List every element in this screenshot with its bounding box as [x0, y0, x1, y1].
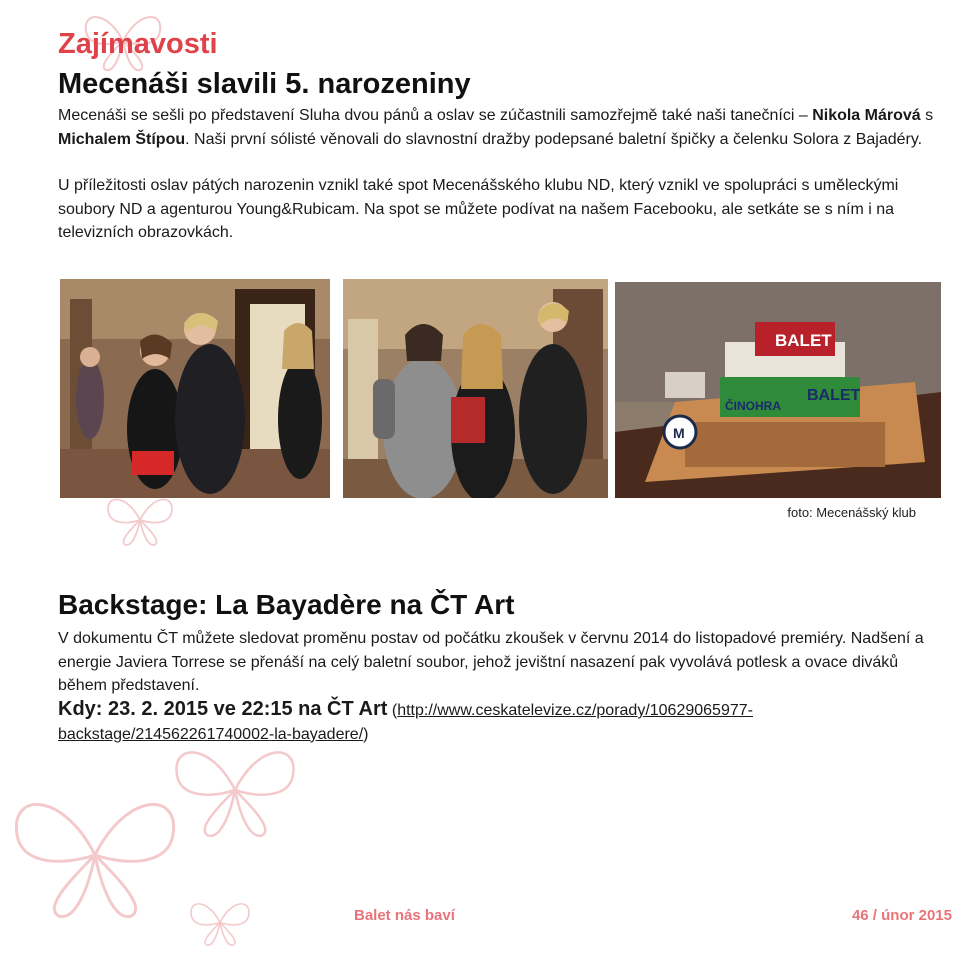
link-paren-open: (	[387, 702, 398, 719]
dancer-name: Michalem Štípou	[58, 130, 186, 148]
article-title-2: Backstage: La Bayadère na ČT Art	[58, 589, 515, 620]
section-label: Zajímavosti	[58, 28, 218, 60]
footer-page-number: 46 / únor 2015	[851, 907, 952, 924]
butterfly-decoration-icon	[100, 490, 180, 550]
butterfly-decoration-icon	[0, 780, 190, 930]
butterfly-decoration-icon	[185, 895, 255, 950]
paragraph-text: Mecenáši se sešli po představení Sluha dvou pánů a oslav se zúčastnili samozřejmě také naši tanečníci –	[58, 107, 813, 124]
cake-logo-m: M	[673, 425, 685, 441]
photo-dancers-with-gift	[60, 279, 330, 498]
article2-paragraph: V dokumentu ČT můžete sledovat proměnu postav od počátku zkoušek v červnu 2014 do listopadové premiéry. Nadšení a energie Javiera Torrese se přenáší na celý baletní soubor, jehož jevištní nasazení pak vyvolává potlesk a ovace diváků během představení.	[58, 630, 924, 694]
cake-text-balet-2: BALET	[807, 387, 861, 404]
broadcast-link[interactable]: http://www.ceskatelevize.cz/porady/10629065977-backstage/214562261740002-la-bayadere/	[58, 702, 753, 743]
paragraph-text: s	[920, 107, 934, 124]
cake-text-balet: BALET	[775, 331, 832, 350]
paragraph-text: . Naši první sólisté věnovali do slavnostní dražby podepsané baletní špičky a čelenku Solora z Bajadéry.	[185, 130, 923, 148]
article-paragraph-2: U příležitosti oslav pátých narozenin vznikl také spot Mecenášského klubu ND, který vznikl ve spolupráci s uměleckými soubory ND a agenturou Young&Rubicam. Na spot se můžete podívat na našem Facebooku, ale setkáte se s ním i na televizních obrazovkách.	[58, 177, 899, 241]
link-paren-close: )	[363, 725, 369, 743]
footer-magazine-name: Balet nás baví	[354, 907, 455, 924]
broadcast-time: Kdy: 23. 2. 2015 ve 22:15 na ČT Art	[58, 698, 388, 720]
broadcast-info	[58, 698, 938, 746]
butterfly-decoration-icon	[160, 735, 310, 845]
dancer-name: Nikola Márová	[812, 107, 921, 124]
photo-caption: foto: Mecenášský klub	[787, 505, 916, 520]
photo-birthday-cake	[615, 282, 941, 498]
article-paragraph-1	[58, 104, 938, 151]
article-title: Mecenáši slavili 5. narozeniny	[58, 68, 471, 100]
photo-dancers-with-guest	[343, 279, 608, 498]
cake-text-cinohra: ČINOHRA	[725, 399, 781, 413]
